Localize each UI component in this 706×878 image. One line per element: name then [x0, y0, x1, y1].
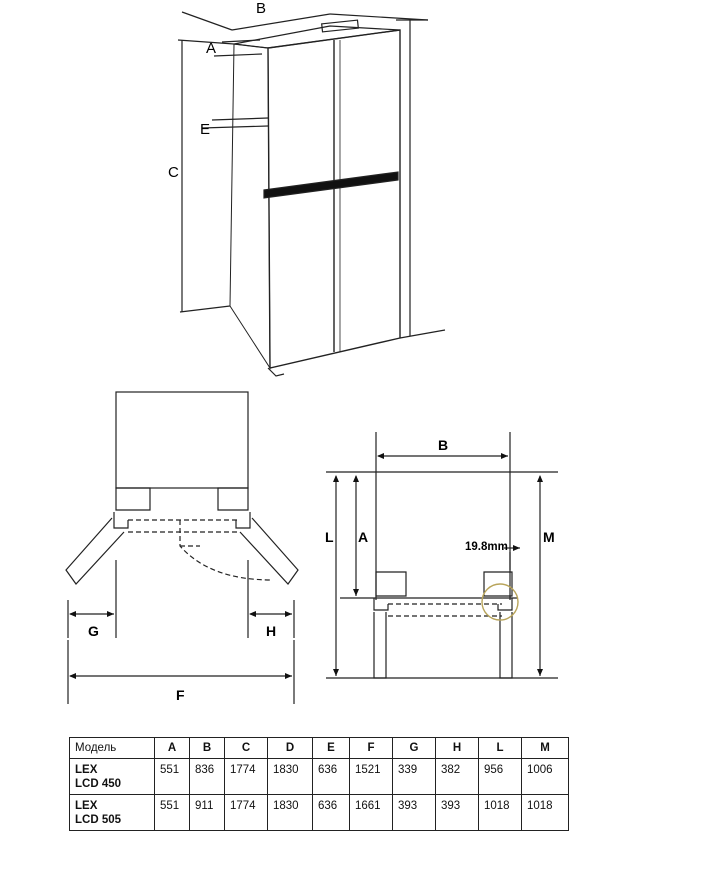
value-e: 636 — [313, 795, 350, 831]
header-f: F — [350, 738, 393, 759]
gap-note-19-8mm: 19.8mm — [465, 541, 508, 553]
header-d: D — [268, 738, 313, 759]
header-g: G — [393, 738, 436, 759]
model-cell — [70, 795, 155, 831]
value-e: 636 — [313, 759, 350, 795]
model-name-line1: LEX — [75, 800, 98, 812]
value-m: 1006 — [522, 759, 569, 795]
header-c: C — [225, 738, 268, 759]
dim-label-m: M — [543, 529, 555, 545]
value-b: 911 — [190, 795, 225, 831]
header-model: Модель — [70, 738, 155, 759]
value-f: 1661 — [350, 795, 393, 831]
dim-label-e-top: E — [200, 121, 211, 138]
header-b: B — [190, 738, 225, 759]
header-l: L — [479, 738, 522, 759]
dim-label-b-top: B — [256, 0, 267, 17]
dim-label-l: L — [325, 529, 334, 545]
dim-label-f: F — [176, 687, 185, 703]
dimensions-spec-table — [69, 737, 569, 831]
value-l: 1018 — [479, 795, 522, 831]
table-row — [70, 759, 569, 795]
value-h: 393 — [436, 795, 479, 831]
table-row — [70, 795, 569, 831]
value-g: 339 — [393, 759, 436, 795]
table-header-row — [70, 738, 569, 759]
header-h: H — [436, 738, 479, 759]
side-view-clearance — [326, 432, 558, 678]
model-cell — [70, 759, 155, 795]
dim-label-a-side: A — [358, 529, 369, 545]
dim-label-g: G — [88, 623, 99, 639]
model-name-line2: LCD 505 — [75, 814, 122, 826]
model-name-line1: LEX — [75, 764, 98, 776]
value-l: 956 — [479, 759, 522, 795]
value-c: 1774 — [225, 795, 268, 831]
header-e: E — [313, 738, 350, 759]
value-a: 551 — [155, 759, 190, 795]
header-a: A — [155, 738, 190, 759]
header-m: M — [522, 738, 569, 759]
dim-label-a-top: A — [206, 40, 217, 57]
value-m: 1018 — [522, 795, 569, 831]
fridge-isometric-view — [178, 12, 445, 376]
value-g: 393 — [393, 795, 436, 831]
dim-label-c-top: C — [168, 164, 179, 181]
value-b: 836 — [190, 759, 225, 795]
dim-label-b-side: B — [438, 437, 449, 453]
model-name-line2: LCD 450 — [75, 778, 122, 790]
value-a: 551 — [155, 795, 190, 831]
plan-view-doors-open — [66, 392, 298, 704]
value-d: 1830 — [268, 795, 313, 831]
dim-label-h: H — [266, 623, 277, 639]
value-d: 1830 — [268, 759, 313, 795]
value-f: 1521 — [350, 759, 393, 795]
value-h: 382 — [436, 759, 479, 795]
value-c: 1774 — [225, 759, 268, 795]
